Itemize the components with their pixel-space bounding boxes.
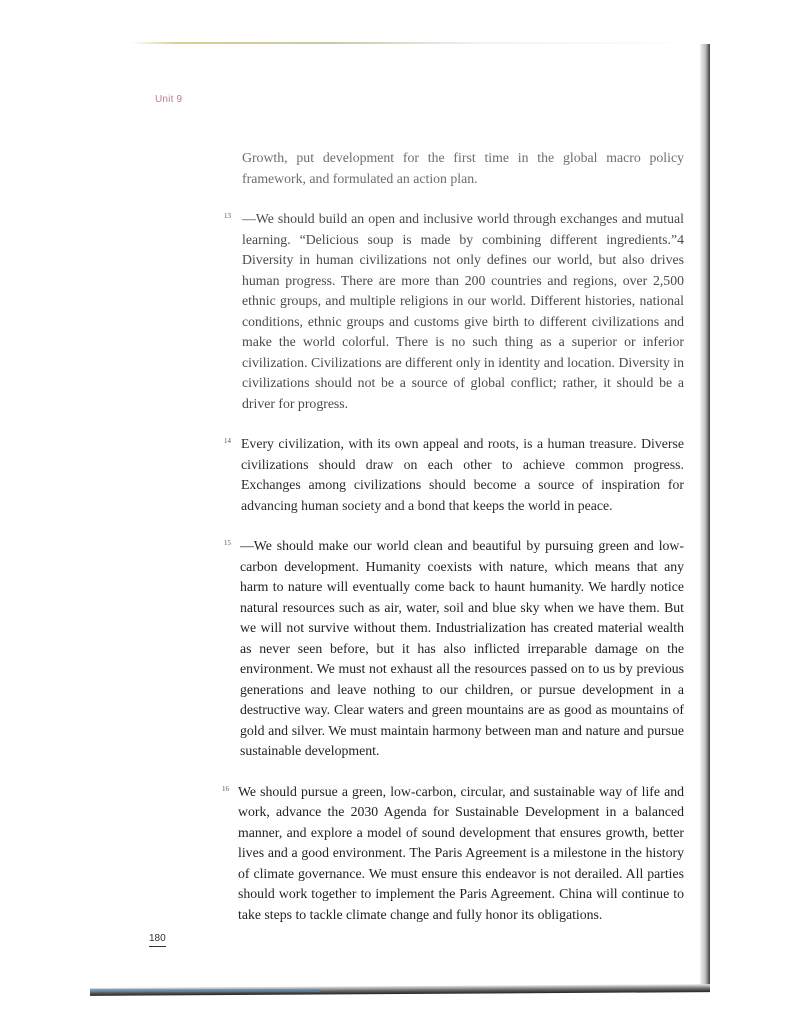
- paragraph-number: 14: [224, 437, 231, 445]
- paragraph-text: We should pursue a green, low-carbon, circular, and sustainable way of life and work, advance the 2030 Agenda for Sustainable Development in a balanced manner, and explore a model of sound development that ensures growth, better lives and a good environment. The Paris Agreement is a milestone in the history of climate governance. We must ensure this endeavor is not derailed. All parties should work together to implement the Paris Agreement. China will continue to take steps to tackle climate change and fully honor its obligations.: [238, 783, 684, 922]
- page-number: 180: [149, 933, 166, 947]
- page-bottom-accent: [90, 989, 320, 992]
- paragraph-number: 16: [222, 784, 229, 793]
- paragraph-number: 13: [224, 212, 231, 220]
- page-right-edge-shadow: [700, 44, 710, 992]
- unit-label: Unit 9: [155, 94, 183, 105]
- paragraph-14: [224, 434, 684, 516]
- paragraph-continued: [236, 148, 684, 189]
- paragraph-16: [222, 782, 684, 926]
- page-top-edge: [130, 42, 710, 44]
- body-text: [222, 148, 684, 945]
- paragraph-text: —We should make our world clean and beautiful by pursuing green and low-carbon development. Humanity coexists with nature, which means that any harm to nature will eventually come back to haunt humanity. We hardly notice natural resources such as air, water, soil and blue sky when we have them. But we will not survive without them. Industrialization has created material wealth as never seen before, but it has also inflicted irreparable damage on the environment. We must not exhaust all the resources passed on to us by previous generations and leave nothing to our children, or pursue development in a destructive way. Clear waters and green mountains are as good as mountains of gold and silver. We must maintain harmony between man and nature and pursue sustainable development.: [240, 538, 684, 758]
- paragraph-number: 15: [224, 539, 231, 547]
- paragraph-text: Growth, put development for the first time in the global macro policy framework, and formulated an action plan.: [242, 150, 684, 186]
- paragraph-text: —We should build an open and inclusive world through exchanges and mutual learning. “Delicious soup is made by combining different ingredients.”4 Diversity in human civilizations not only defines our world, but also drives human progress. There are more than 200 countries and regions, over 2,500 ethnic groups, and multiple religions in our world. Different histories, national conditions, ethnic groups and customs give birth to different civilizations and make the world colorful. There is no such thing as a superior or inferior civilization. Civilizations are different only in identity and location. Diversity in civilizations should not be a source of global conflict; rather, it should be a driver for progress.: [242, 211, 684, 411]
- paragraph-15: [224, 536, 684, 762]
- paragraph-13: [224, 209, 684, 414]
- paragraph-text: Every civilization, with its own appeal and roots, is a human treasure. Diverse civilizations should draw on each other to achieve common progress. Exchanges among civilizations should become a source of inspiration for advancing human society and a bond that keeps the world in peace.: [241, 436, 684, 513]
